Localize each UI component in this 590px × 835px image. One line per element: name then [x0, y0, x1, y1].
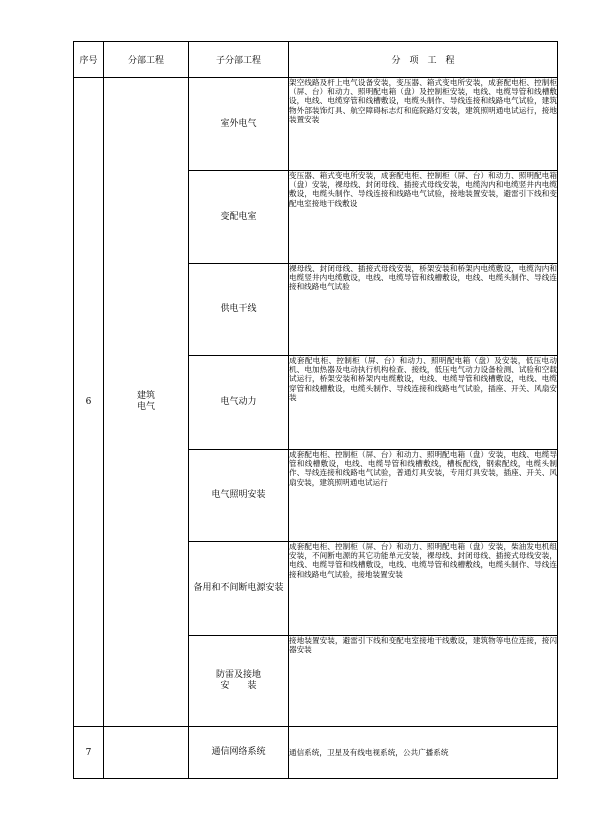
table-row — [74, 727, 558, 779]
subdivision-cell: 通信网络系统 — [189, 727, 289, 779]
subdivision-cell: 电气照明安装 — [189, 450, 289, 542]
subdivision-cell: 室外电气 — [189, 78, 289, 171]
subdivision-cell: 备用和不间断电源安装 — [189, 542, 289, 636]
items-cell: 架空线路及杆上电气设备安装，变压器、箱式变电所安装，成套配电柜、控制柜（屏、台）和动力、照明配电箱（盘）及控制柜安装，电线、电缆导管和线槽敷设，电线、电缆穿管和线槽敷设，电缆头制作、导线连接和线路电气试验，建筑物外部装饰灯具、航空障碍标志灯和庭院路灯安装，建筑照明通电试运行，接地装置安装 — [289, 78, 558, 171]
construction-division-table — [73, 41, 558, 779]
division-cell — [104, 78, 189, 727]
subdivision-cell: 变配电室 — [189, 171, 289, 264]
header-seq: 序号 — [74, 42, 104, 78]
header-items: 分 项 工 程 — [289, 42, 558, 78]
items-cell: 裸母线、封闭母线、插接式母线安装，桥架安装和桥架内电缆敷设，电缆沟内和电缆竖井内电缆敷设，电线、电缆导管和线槽敷设，电线、电缆头制作、导线连接和线路电气试验 — [289, 264, 558, 356]
header-division: 分部工程 — [104, 42, 189, 78]
items-cell: 成套配电柜、控制柜（屏、台）和动力、照明配电箱（盘）安装，电线、电缆导管和线槽敷设，电线、电缆导管和线槽敷线，槽板配线，钢索配线，电缆头制作、导线连接和线路电气试验，普通灯具安装，专用灯具安装，插座、开关、风扇安装，建筑照明通电试运行 — [289, 450, 558, 542]
subdivision-cell: 电气动力 — [189, 356, 289, 450]
items-cell: 变压器、箱式变电所安装，成套配电柜、控制柜（屏、台）和动力、照明配电箱（盘）安装，裸母线、封闭母线、插接式母线安装，电缆沟内和电缆竖井内电缆敷设，电缆头制作、导线连接和线路电气试验，接地装置安装，避雷引下线和变配电室接地干线敷设 — [289, 171, 558, 264]
division-cell — [104, 727, 189, 779]
seq-cell: 7 — [74, 727, 104, 779]
header-row — [74, 42, 558, 78]
seq-cell: 6 — [74, 78, 104, 727]
subdivision-cell: 防雷及接地 安 装 — [189, 636, 289, 727]
subdivision-cell: 供电干线 — [189, 264, 289, 356]
items-cell: 通信系统，卫星及有线电视系统，公共广播系统 — [289, 727, 558, 779]
header-subdivision: 子分部工程 — [189, 42, 289, 78]
table-row — [74, 78, 558, 171]
items-cell: 接地装置安装，避雷引下线和变配电室接地干线敷设，建筑物等电位连接，接闪器安装 — [289, 636, 558, 727]
items-cell: 成套配电柜、控制柜（屏、台）和动力、照明配电箱（盘）安装，柴油发电机组安装，不间断电源的其它功能单元安装，裸母线、封闭母线、插接式母线安装，电线、电缆导管和线槽敷设，电线、电缆导管和线槽敷线，电缆头制作、导线连接和线路电气试验，接地装置安装 — [289, 542, 558, 636]
division-label: 建筑 电气 — [136, 391, 155, 412]
items-cell: 成套配电柜、控制柜（屏、台）和动力、照明配电箱（盘）及安装，低压电动机、电加热器及电动执行机构检查、接线，低压电气动力设备检测、试验和空载试运行，桥架安装和桥架内电缆敷设，电线、电缆导管和线槽敷设，电线、电缆穿管和线槽敷设，电缆头制作、导线连接和线路电气试验，插座、开关、风扇安装 — [289, 356, 558, 450]
